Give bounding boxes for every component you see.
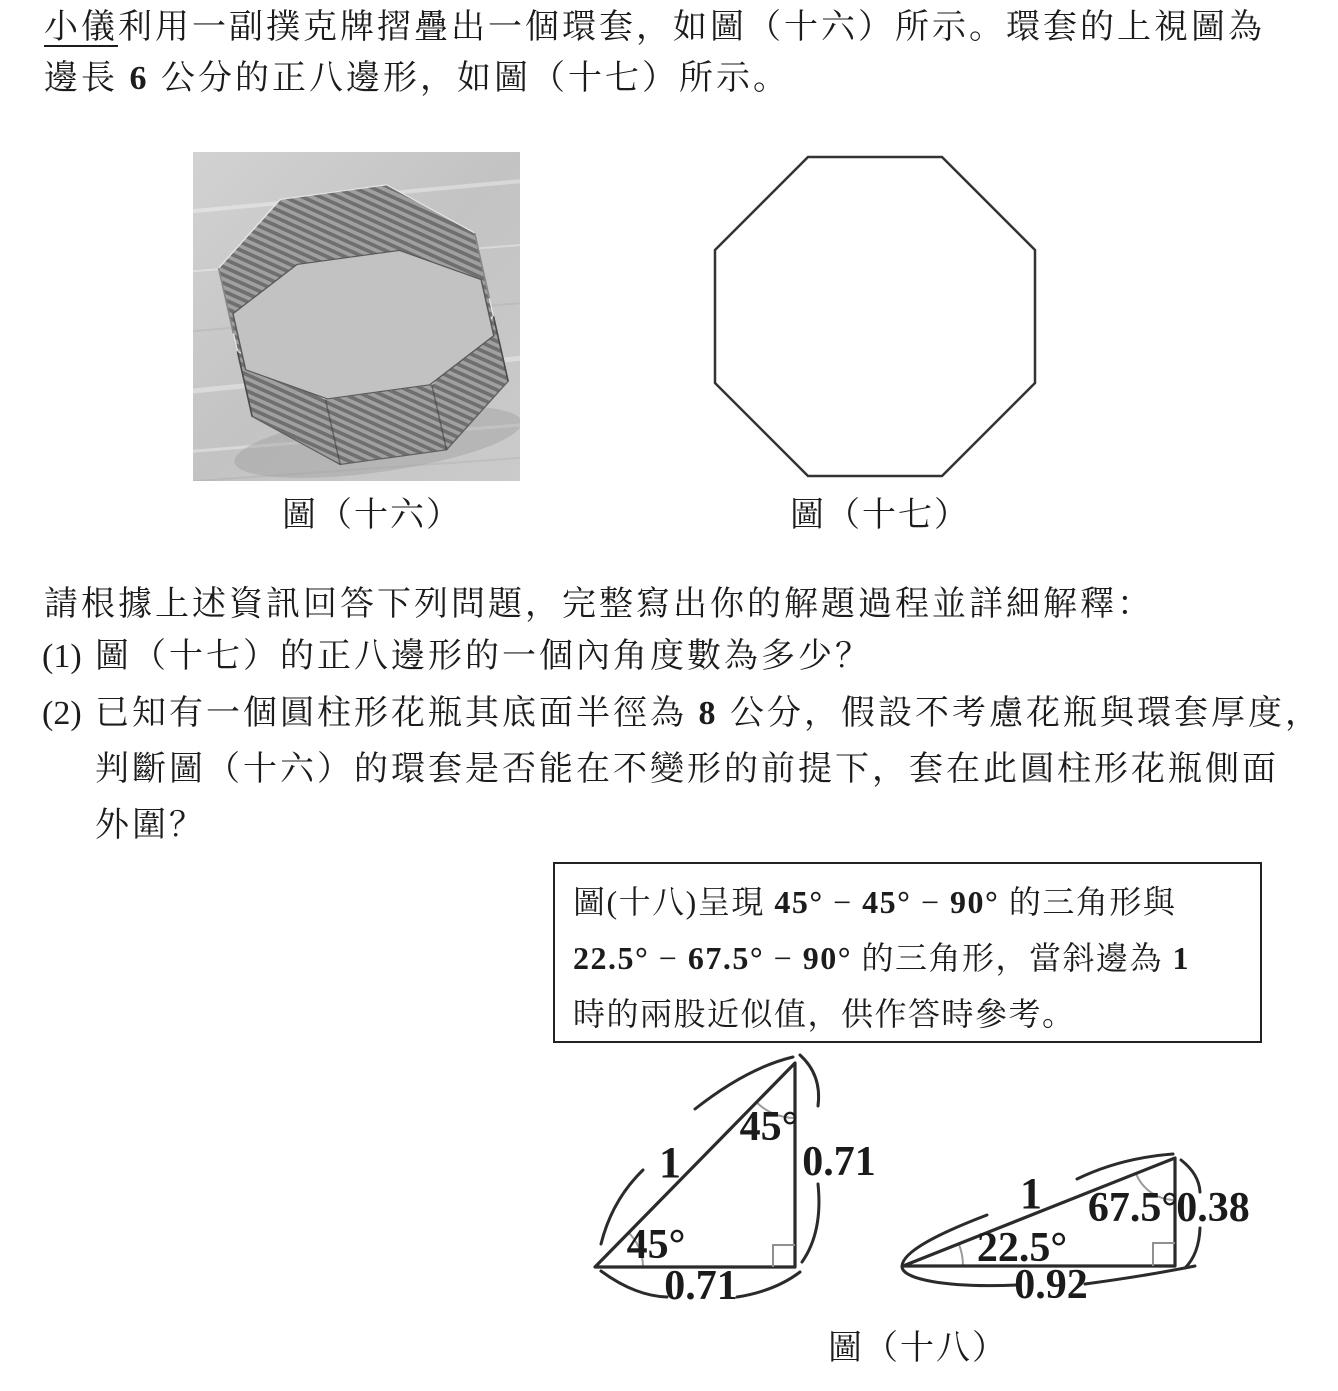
tri45-bottom-leg-label: 0.71 <box>664 1263 738 1309</box>
q2-line-3: 外圍？ <box>95 807 206 844</box>
tri45-top-angle-label: 45° <box>739 1104 799 1150</box>
fig18-caption: 圖（十八） <box>828 1330 1008 1367</box>
q1-marker: (1) <box>42 638 82 675</box>
tri225-hypotenuse-label: 1 <box>1020 1169 1042 1218</box>
fig16-caption: 圖（十六） <box>282 497 462 534</box>
fig16-card-ring-photo <box>193 152 520 481</box>
tri225-bottom-leg-label: 0.92 <box>1014 1262 1088 1308</box>
q2-line-2: 判斷圖（十六）的環套是否能在不變形的前提下，套在此圓柱形花瓶側面 <box>95 751 1279 788</box>
tri225-left-angle-label: 22.5° <box>976 1225 1068 1271</box>
octagon-outline <box>715 157 1035 476</box>
q1-text: 圖（十七）的正八邊形的一個內角度數為多少？ <box>95 638 872 675</box>
tri45-hypotenuse-label: 1 <box>659 1138 681 1187</box>
tri45-left-angle-label: 45° <box>626 1222 686 1268</box>
tri225-right-leg-label: 0.38 <box>1176 1185 1250 1231</box>
q2-line-1: 已知有一個圓柱形花瓶其底面半徑為 8 公分，假設不考慮花瓶與環套厚度， <box>95 695 1322 732</box>
note-line-2: 22.5° − 67.5° − 90° 的三角形，當斜邊為 1 <box>573 940 1190 976</box>
right-angle-mark <box>1153 1243 1175 1266</box>
right-angle-mark <box>773 1245 795 1267</box>
fig17-octagon <box>713 155 1037 478</box>
fig18-triangles <box>555 1048 1270 1310</box>
fig18-note-box <box>553 862 1262 1043</box>
q2-marker: (2) <box>42 695 82 732</box>
note-line-1: 圖(十八)呈現 45° − 45° − 90° 的三角形與 <box>573 884 1177 920</box>
intro-line-1: 小儀利用一副撲克牌摺疊出一個環套，如圖（十六）所示。環套的上視圖為 <box>44 9 1265 46</box>
tri45-right-leg-label: 0.71 <box>802 1139 876 1185</box>
note-line-3: 時的兩股近似值，供作答時參考。 <box>573 996 1076 1032</box>
intro-line-2: 邊長 6 公分的正八邊形，如圖（十七）所示。 <box>44 60 790 97</box>
tri225-top-angle-label: 67.5° <box>1087 1185 1179 1231</box>
instruction-line: 請根據上述資訊回答下列問題，完整寫出你的解題過程並詳細解釋： <box>44 586 1154 623</box>
fig17-caption: 圖（十七） <box>790 497 970 534</box>
triangle-45-45-90 <box>595 1055 876 1309</box>
triangle-225-675-90 <box>902 1154 1250 1308</box>
